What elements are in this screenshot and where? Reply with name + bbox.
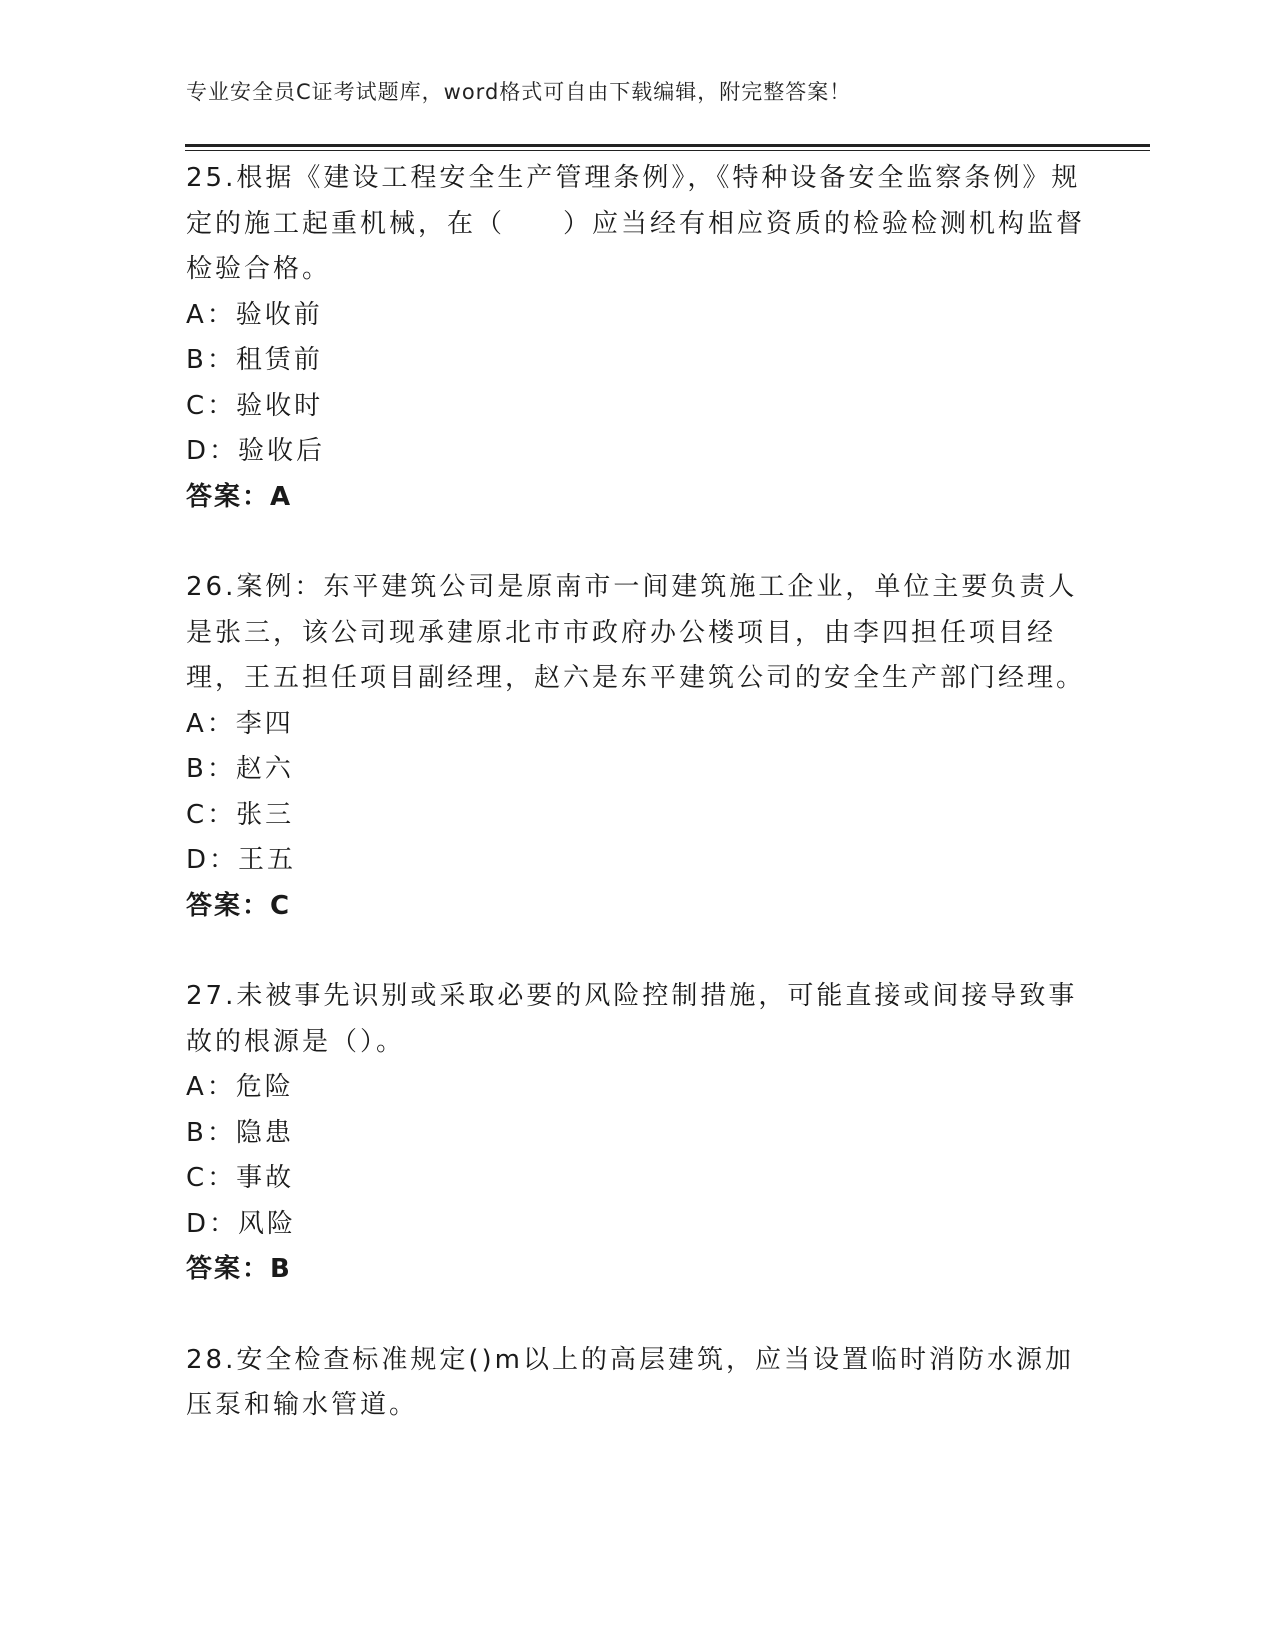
option-key: D：: [186, 845, 239, 875]
answer-line: 答案：B: [186, 1254, 292, 1284]
option-text: 验收前: [235, 299, 323, 330]
option-b: [186, 747, 1086, 793]
option-a: [186, 1065, 1086, 1111]
option-key: C：: [186, 799, 237, 830]
option-text: 验收时: [236, 390, 324, 421]
question-28: [186, 1338, 1086, 1429]
option-text: 张三: [236, 799, 295, 830]
answer-line: 答案：C: [186, 890, 292, 921]
option-key: C：: [186, 1163, 237, 1193]
option-text: 危险: [235, 1072, 294, 1102]
option-text: 事故: [236, 1163, 295, 1193]
option-text: 李四: [235, 708, 294, 739]
question-list: [186, 156, 1086, 1474]
option-key: C：: [186, 390, 237, 421]
option-a: [186, 702, 1086, 748]
question-stem: 27.未被事先识别或采取必要的风险控制措施，可能直接或间接导致事故的根源是（）。: [186, 981, 1078, 1057]
option-text: 租赁前: [235, 345, 323, 375]
question-stem: 28.安全检查标准规定()m以上的高层建筑，应当设置临时消防水源加压泵和输水管道。: [186, 1344, 1074, 1420]
option-d: [186, 429, 1086, 475]
option-d: [186, 838, 1086, 884]
answer-line: 答案：A: [186, 481, 293, 512]
option-c: [186, 384, 1086, 430]
option-key: A：: [186, 708, 236, 739]
option-c: [186, 1156, 1086, 1202]
question-26: [186, 565, 1086, 929]
header-divider: [185, 144, 1150, 151]
option-d: [186, 1202, 1086, 1248]
option-key: D：: [186, 1208, 239, 1239]
option-key: B：: [186, 345, 236, 375]
question-stem: 25.根据《建设工程安全生产管理条例》，《特种设备安全监察条例》规定的施工起重机械，在（ ）应当经有相应资质的检验检测机构监督检验合格。: [186, 163, 1086, 284]
option-c: [186, 793, 1086, 839]
option-text: 王五: [238, 845, 297, 875]
question-stem: 26.案例：东平建筑公司是原南市一间建筑施工企业，单位主要负责人是张三，该公司现承建原北市市政府办公楼项目，由李四担任项目经理，王五担任项目副经理，赵六是东平建筑公司的安全生产部门经理。: [186, 572, 1086, 693]
option-a: [186, 293, 1086, 339]
option-key: B：: [186, 1117, 236, 1148]
option-text: 隐患: [235, 1117, 294, 1148]
question-25: [186, 156, 1086, 520]
option-key: A：: [186, 299, 236, 330]
option-key: A：: [186, 1072, 236, 1102]
option-text: 验收后: [238, 436, 326, 466]
option-key: D：: [186, 436, 239, 466]
option-b: [186, 338, 1086, 384]
option-text: 赵六: [235, 754, 294, 784]
question-27: [186, 974, 1086, 1293]
option-text: 风险: [238, 1208, 297, 1239]
option-b: [186, 1111, 1086, 1157]
page-header: 专业安全员C证考试题库，word格式可自由下载编辑，附完整答案！: [186, 80, 852, 104]
option-key: B：: [186, 754, 236, 784]
